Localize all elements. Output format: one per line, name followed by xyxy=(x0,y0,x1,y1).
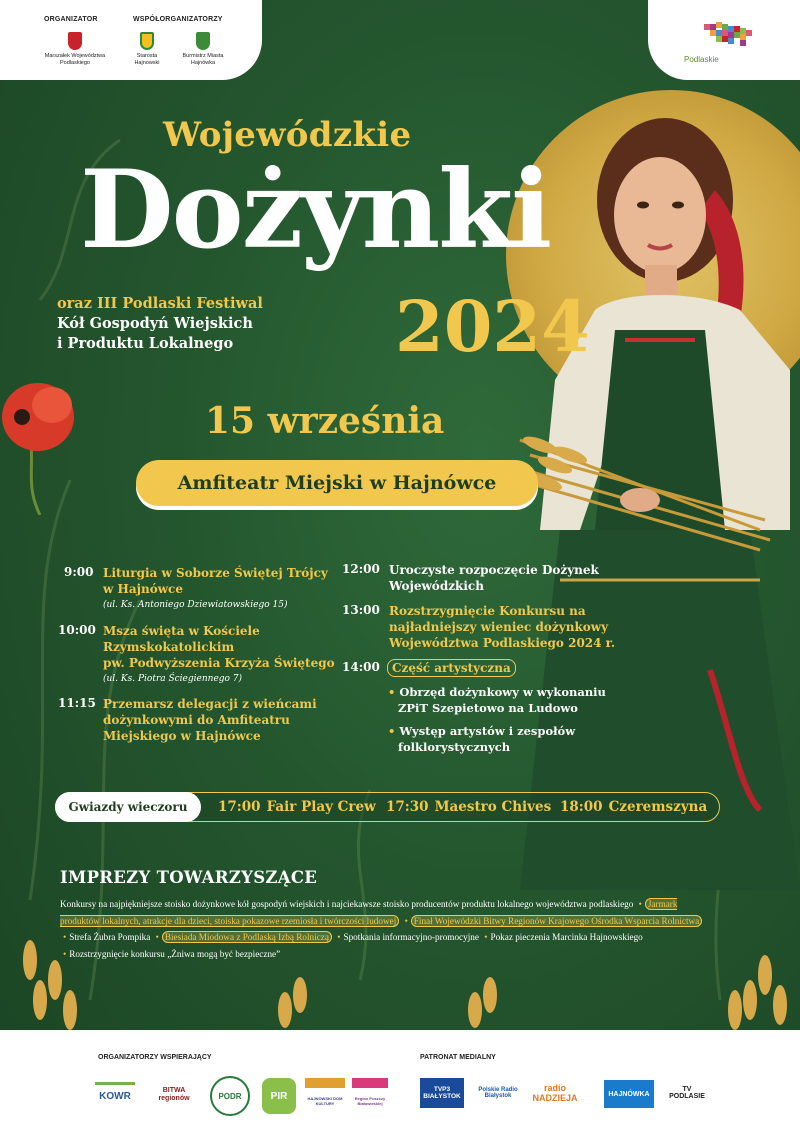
event-year: 2024 xyxy=(395,285,590,368)
side-event-item: Spotkania informacyjno-promocyjne xyxy=(343,932,479,942)
schedule-time: 10:00 xyxy=(58,623,96,637)
schedule-time: 13:00 xyxy=(342,603,380,617)
schedule-time: 9:00 xyxy=(64,565,94,579)
bitwa-regionow-logo: BITWA regionów xyxy=(158,1087,190,1102)
side-events-title: IMPREZY TOWARZYSZĄCE xyxy=(60,868,318,887)
schedule-event-line: dożynkowymi do Amfiteatru xyxy=(103,713,290,727)
subtitle xyxy=(57,294,263,354)
radio-nadzieja-logo: radio NADZIEJA xyxy=(532,1083,578,1103)
coorganizer-1-crest xyxy=(126,32,168,66)
coorganizer-1-name: Starosta Hajnowski xyxy=(134,53,160,66)
bullet-icon: • xyxy=(63,932,67,942)
evening-stars-label: Gwiazdy wieczoru xyxy=(55,792,201,822)
hajnowka-media-logo: HAJNÓWKA xyxy=(604,1080,654,1108)
coorganizer-2-crest xyxy=(176,32,230,66)
podlaskie-logo-panel xyxy=(648,0,800,80)
tv-podlasie-logo: TV PODLASIE xyxy=(669,1086,705,1100)
performer-time: 17:30 xyxy=(386,799,429,815)
artistic-item-line: Obrzęd dożynkowy w wykonaniu xyxy=(399,685,606,699)
schedule-event-line: Msza święta w Kościele xyxy=(103,624,260,638)
schedule-time: 12:00 xyxy=(342,562,380,576)
schedule-event xyxy=(389,562,599,594)
bullet-icon: • xyxy=(337,932,341,942)
organizer-name: Marszałek Województwa Podlaskiego xyxy=(44,53,106,66)
artistic-item xyxy=(388,723,575,755)
schedule-event-line: pw. Podwyższenia Krzyża Świętego xyxy=(103,656,335,670)
subtitle-line-3: i Produktu Lokalnego xyxy=(57,335,234,352)
side-event-highlight: Jarmark produktów lokalnych, atrakcje dla dzieci, stoiska pokazowe rzemiosła i twórczości ludowej xyxy=(60,899,678,926)
side-event-highlight: Finał Wojewódzki Bitwy Regionów Krajowego Ośrodka Wsparcia Rolnictwa xyxy=(411,915,702,927)
podlaskie-label: Podlaskie xyxy=(684,55,719,64)
schedule-event-line: Rzymskokatolickim xyxy=(103,640,235,654)
schedule-event xyxy=(389,603,615,651)
bullet-icon: • xyxy=(388,685,396,699)
event-date: 15 września xyxy=(205,400,445,442)
media-patronage-label: PATRONAT MEDIALNY xyxy=(420,1054,496,1061)
hajnowka-county-crest-icon xyxy=(140,32,154,50)
footer-sponsors xyxy=(0,1030,800,1131)
schedule-address: (ul. Ks. Piotra Ściegiennego 7) xyxy=(103,674,243,684)
coorganizer-2-name: Burmistrz Miasta Hajnówka xyxy=(182,53,224,66)
bullet-icon: • xyxy=(155,932,159,942)
performer-name: Fair Play Crew xyxy=(266,799,376,815)
side-events-text xyxy=(60,896,710,962)
star-performer xyxy=(218,799,376,815)
podlaskie-crest-icon xyxy=(68,32,82,50)
side-event-item: Rozstrzygnięcie konkursu „Żniwa mogą być bezpieczne” xyxy=(69,948,281,959)
bullet-icon: • xyxy=(484,932,488,942)
hajnowka-city-crest-icon xyxy=(196,32,210,50)
side-event-item: Pokaz pieczenia Marcinka Hajnowskiego xyxy=(490,932,643,942)
artistic-item-line: Występ artystów i zespołów xyxy=(399,724,576,738)
subtitle-line-2: Kół Gospodyń Wiejskich xyxy=(57,315,253,332)
polskie-radio-bialystok-logo: Polskie Radio Białystok xyxy=(478,1087,518,1099)
schedule-event xyxy=(103,696,317,744)
kowr-logo: KOWR xyxy=(95,1082,135,1108)
performer-name: Czeremszyna xyxy=(608,799,708,815)
title-line-1: Wojewódzkie xyxy=(163,115,412,155)
schedule-event-line: Miejskiego w Hajnówce xyxy=(103,729,261,743)
bullet-icon: • xyxy=(63,948,67,959)
schedule-event xyxy=(103,623,335,671)
coorganizers-label: WSPÓŁORGANIZATORZY xyxy=(133,16,223,23)
schedule-event-line: Województwa Podlaskiego 2024 r. xyxy=(389,636,616,650)
schedule-event-line: Uroczyste rozpoczęcie Dożynek xyxy=(389,563,599,577)
pir-logo: PIR xyxy=(262,1078,296,1114)
schedule-time: 14:00 xyxy=(342,660,380,674)
star-performer xyxy=(560,799,707,815)
artistic-item-line: folklorystycznych xyxy=(398,740,511,754)
podlaskie-bison-icon xyxy=(696,20,766,54)
hajnowski-dom-kultury-logo: HAJNOWSKI DOM KULTURY xyxy=(305,1078,345,1114)
bullet-icon: • xyxy=(388,724,396,738)
schedule-event-line: w Hajnówce xyxy=(103,582,183,596)
bullet-icon: • xyxy=(404,915,408,926)
schedule-event-line: Liturgia w Soborze Świętej Trójcy xyxy=(103,566,328,580)
subtitle-line-1: oraz III Podlaski Festiwal xyxy=(57,295,263,312)
organizer-crest xyxy=(30,32,120,66)
side-event-item: Konkursy na najpiękniejsze stoisko dożynkowe kół gospodyń wiejskich i najciekawsze stoisko producentów produktu lokalnego województwa podlaskiego xyxy=(60,899,634,909)
artistic-part-tag: Część artystyczna xyxy=(387,659,516,677)
performer-time: 17:00 xyxy=(218,799,261,815)
artistic-item-line: ZPiT Szepietowo na Ludowo xyxy=(398,701,578,715)
star-performer xyxy=(386,799,551,815)
podr-logo: PODR xyxy=(210,1076,250,1116)
tvp3-bialystok-logo: TVP3 BIAŁYSTOK xyxy=(420,1078,464,1108)
schedule-event-line: Wojewódzkich xyxy=(389,579,484,593)
organizers-panel xyxy=(0,0,262,80)
organizer-label: ORGANIZATOR xyxy=(44,16,98,23)
schedule-event-line: Rozstrzygnięcie Konkursu na xyxy=(389,604,586,618)
title-main: Dożynki xyxy=(80,147,551,273)
poppy-flower-illustration xyxy=(0,375,90,515)
evening-stars-bar xyxy=(55,792,720,822)
schedule-time: 11:15 xyxy=(58,696,96,710)
schedule-event xyxy=(103,565,328,597)
performer-time: 18:00 xyxy=(560,799,603,815)
schedule-event-line: najładniejszy wieniec dożynkowy xyxy=(389,620,609,634)
artistic-item xyxy=(388,684,606,716)
side-event-highlight: Biesiada Miodowa z Podlaską Izbą Rolniczą xyxy=(162,931,332,943)
supporting-organizers-label: ORGANIZATORZY WSPIERAJĄCY xyxy=(98,1054,212,1061)
venue-pill: Amfiteatr Miejski w Hajnówce xyxy=(136,460,538,506)
performer-name: Maestro Chives xyxy=(434,799,552,815)
region-puszczy-logo: Region Puszczy Białowieskiej xyxy=(352,1078,388,1114)
side-event-item: Strefa Żubra Pompika xyxy=(69,932,151,942)
bullet-icon: • xyxy=(638,899,642,909)
schedule-address: (ul. Ks. Antoniego Dziewiatowskiego 15) xyxy=(103,600,288,610)
schedule-event-line: Przemarsz delegacji z wieńcami xyxy=(103,697,317,711)
